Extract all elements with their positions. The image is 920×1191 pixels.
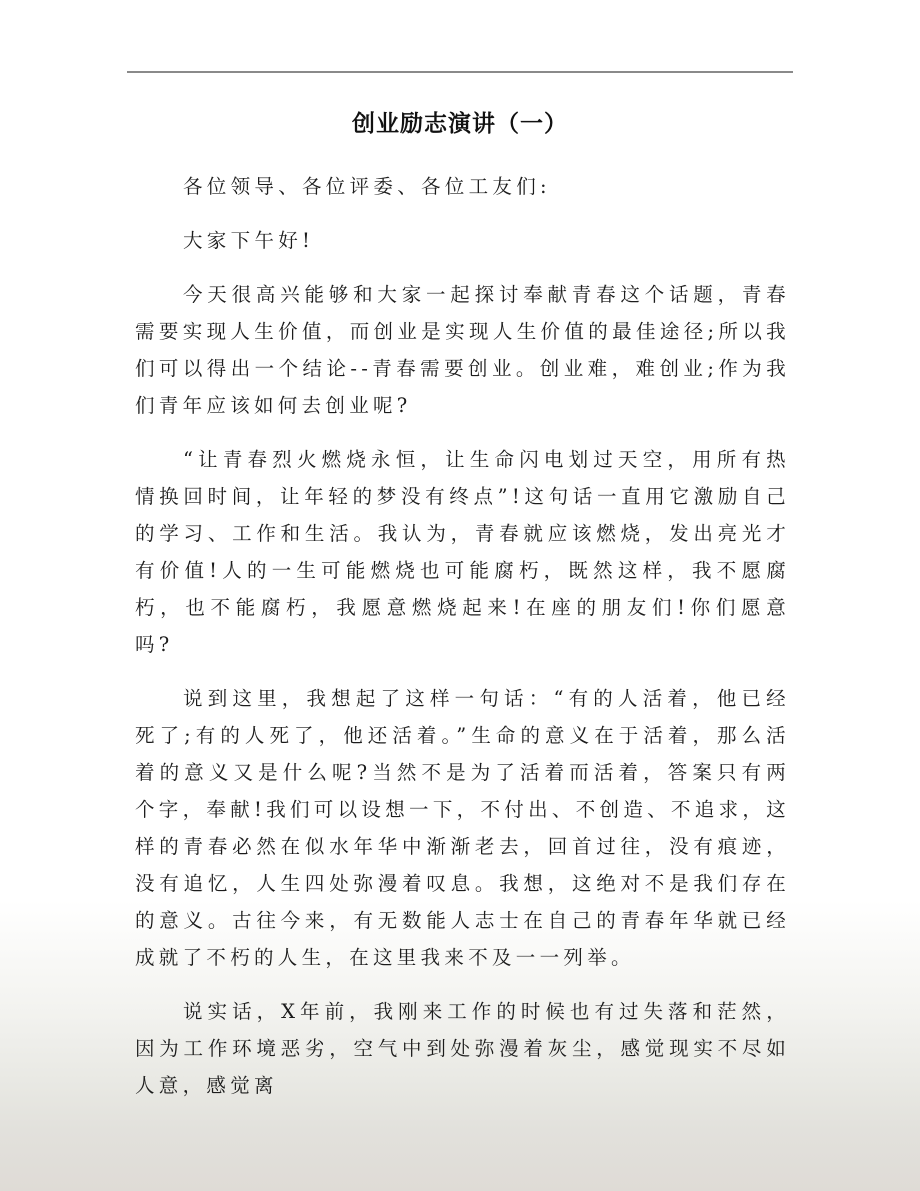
paragraph-meaning-of-life: 说到这里，我想起了这样一句话：“有的人活着，他已经死了;有的人死了，他还活着。”生命的意义在于活着，那么活着的意义又是什么呢?当然不是为了活着而活着，答案只有两个字，奉献!我们可以设想一下，不付出、不创造、不追求，这样的青春必然在似水年华中渐渐老去，回首过往，没有痕迹，没有追忆，人生四处弥漫着叹息。我想，这绝对不是我们存在的意义。古往今来，有无数能人志士在自己的青春年华就已经成就了不朽的人生，在这里我来不及一一列举。 <box>135 687 790 969</box>
paragraph-intro: 今天很高兴能够和大家一起探讨奉献青春这个话题，青春需要实现人生价值，而创业是实现人生价值的最佳途径;所以我们可以得出一个结论--青春需要创业。创业难，难创业;作为我们青年应该如何去创业呢? <box>135 283 790 417</box>
paragraph-greeting: 大家下午好! <box>183 229 315 252</box>
document-body <box>135 168 790 1121</box>
paragraph-personal-story: 说实话，X年前，我刚来工作的时候也有过失落和茫然，因为工作环境恶劣，空气中到处弥漫着灰尘，感觉现实不尽如人意，感觉离 <box>135 1000 790 1097</box>
header-rule <box>127 71 793 73</box>
paragraph-quote-youth: “让青春烈火燃烧永恒，让生命闪电划过天空，用所有热情换回时间，让年轻的梦没有终点”!这句话一直用它激励自己的学习、工作和生活。我认为，青春就应该燃烧，发出亮光才有价值!人的一生可能燃烧也可能腐朽，既然这样，我不愿腐朽，也不能腐朽，我愿意燃烧起来!在座的朋友们!你们愿意吗? <box>135 448 790 656</box>
document-title: 创业励志演讲（一） <box>352 110 568 137</box>
paragraph-salutation: 各位领导、各位评委、各位工友们: <box>183 175 551 198</box>
